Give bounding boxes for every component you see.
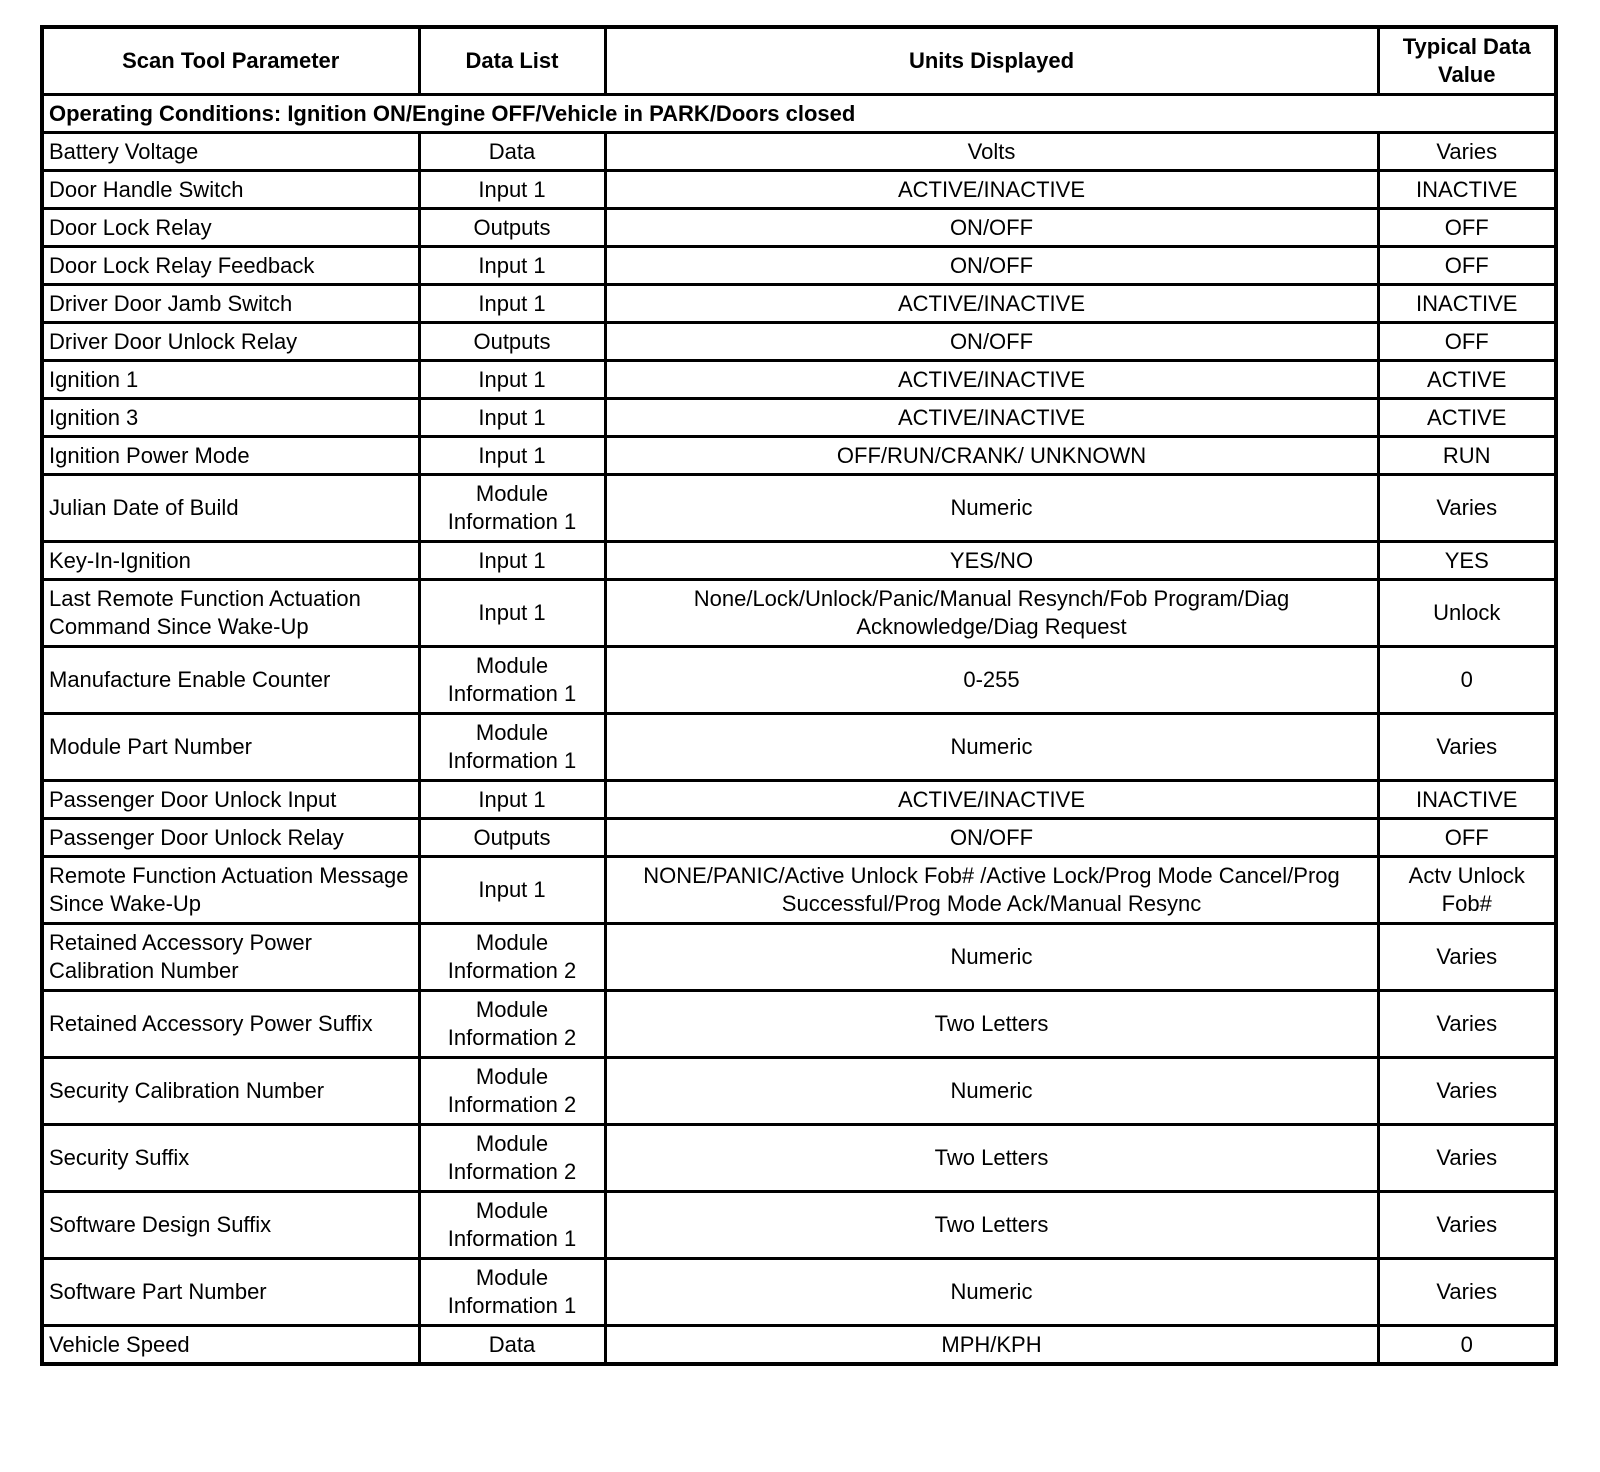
operating-conditions: Operating Conditions: Ignition ON/Engine OFF/Vehicle in PARK/Doors closed [42,95,1556,133]
data-list-cell: Module Information 2 [419,991,605,1058]
typical-value-cell: Varies [1378,924,1556,991]
units-cell: 0-255 [605,647,1378,714]
table-row [42,924,1556,991]
parameter-cell: Key-In-Ignition [42,542,419,580]
data-list-cell: Outputs [419,323,605,361]
table-row [42,399,1556,437]
data-list-cell: Input 1 [419,580,605,647]
units-cell: Two Letters [605,1125,1378,1192]
data-list-cell: Input 1 [419,399,605,437]
typical-value-cell: OFF [1378,819,1556,857]
data-list-cell: Module Information 2 [419,1125,605,1192]
units-cell: ACTIVE/INACTIVE [605,361,1378,399]
typical-value-cell: INACTIVE [1378,285,1556,323]
table-row [42,647,1556,714]
header-row [42,27,1556,95]
data-list-cell: Module Information 1 [419,1259,605,1326]
parameter-cell: Battery Voltage [42,133,419,171]
parameter-cell: Software Part Number [42,1259,419,1326]
data-list-cell: Module Information 1 [419,475,605,542]
table-row [42,714,1556,781]
typical-value-cell: OFF [1378,247,1556,285]
table-row [42,209,1556,247]
data-list-cell: Module Information 1 [419,714,605,781]
parameter-cell: Last Remote Function Actuation Command Since Wake-Up [42,580,419,647]
parameter-cell: Julian Date of Build [42,475,419,542]
data-list-cell: Input 1 [419,361,605,399]
parameter-cell: Driver Door Jamb Switch [42,285,419,323]
parameter-cell: Door Handle Switch [42,171,419,209]
parameter-cell: Software Design Suffix [42,1192,419,1259]
units-cell: ACTIVE/INACTIVE [605,285,1378,323]
data-list-cell: Input 1 [419,857,605,924]
typical-value-cell: Varies [1378,1192,1556,1259]
table-row [42,1058,1556,1125]
table-row [42,437,1556,475]
parameter-cell: Door Lock Relay Feedback [42,247,419,285]
units-cell: Numeric [605,1259,1378,1326]
scan-tool-data-table [40,25,1558,1366]
table-row [42,285,1556,323]
table-row [42,819,1556,857]
typical-value-cell: YES [1378,542,1556,580]
units-cell: Volts [605,133,1378,171]
data-list-cell: Input 1 [419,437,605,475]
typical-value-cell: Varies [1378,1058,1556,1125]
typical-value-cell: ACTIVE [1378,361,1556,399]
typical-value-cell: RUN [1378,437,1556,475]
units-cell: YES/NO [605,542,1378,580]
header-units: Units Displayed [605,27,1378,95]
header-data-list: Data List [419,27,605,95]
typical-value-cell: Varies [1378,991,1556,1058]
units-cell: ACTIVE/INACTIVE [605,781,1378,819]
table-row [42,133,1556,171]
parameter-cell: Manufacture Enable Counter [42,647,419,714]
typical-value-cell: Varies [1378,475,1556,542]
typical-value-cell: OFF [1378,209,1556,247]
units-cell: None/Lock/Unlock/Panic/Manual Resynch/Fob Program/Diag Acknowledge/Diag Request [605,580,1378,647]
typical-value-cell: 0 [1378,1326,1556,1365]
units-cell: ON/OFF [605,209,1378,247]
parameter-cell: Ignition Power Mode [42,437,419,475]
data-list-cell: Module Information 1 [419,647,605,714]
table-row [42,475,1556,542]
table-row [42,580,1556,647]
data-list-cell: Input 1 [419,542,605,580]
data-list-cell: Data [419,1326,605,1365]
typical-value-cell: Actv Unlock Fob# [1378,857,1556,924]
table-row [42,857,1556,924]
data-list-cell: Input 1 [419,781,605,819]
typical-value-cell: Varies [1378,1125,1556,1192]
table-row [42,361,1556,399]
table-row [42,1326,1556,1365]
table-row [42,1192,1556,1259]
units-cell: MPH/KPH [605,1326,1378,1365]
data-list-cell: Input 1 [419,247,605,285]
typical-value-cell: OFF [1378,323,1556,361]
units-cell: Two Letters [605,1192,1378,1259]
header-parameter: Scan Tool Parameter [42,27,419,95]
units-cell: OFF/RUN/CRANK/ UNKNOWN [605,437,1378,475]
data-list-cell: Module Information 1 [419,1192,605,1259]
table-row [42,323,1556,361]
header-typical-value: Typical Data Value [1378,27,1556,95]
units-cell: Two Letters [605,991,1378,1058]
table-row [42,171,1556,209]
table-row [42,991,1556,1058]
parameter-cell: Retained Accessory Power Calibration Number [42,924,419,991]
table-row [42,1259,1556,1326]
units-cell: Numeric [605,1058,1378,1125]
data-list-cell: Outputs [419,209,605,247]
parameter-cell: Door Lock Relay [42,209,419,247]
data-list-cell: Input 1 [419,285,605,323]
units-cell: Numeric [605,924,1378,991]
parameter-cell: Security Suffix [42,1125,419,1192]
typical-value-cell: Unlock [1378,580,1556,647]
typical-value-cell: Varies [1378,133,1556,171]
parameter-cell: Driver Door Unlock Relay [42,323,419,361]
parameter-cell: Ignition 1 [42,361,419,399]
table-row [42,542,1556,580]
typical-value-cell: INACTIVE [1378,171,1556,209]
units-cell: ACTIVE/INACTIVE [605,399,1378,437]
units-cell: ON/OFF [605,323,1378,361]
typical-value-cell: Varies [1378,714,1556,781]
data-list-cell: Module Information 2 [419,1058,605,1125]
data-list-cell: Module Information 2 [419,924,605,991]
parameter-cell: Passenger Door Unlock Relay [42,819,419,857]
parameter-cell: Ignition 3 [42,399,419,437]
units-cell: Numeric [605,714,1378,781]
typical-value-cell: INACTIVE [1378,781,1556,819]
typical-value-cell: 0 [1378,647,1556,714]
operating-conditions-row [42,95,1556,133]
parameter-cell: Remote Function Actuation Message Since Wake-Up [42,857,419,924]
units-cell: NONE/PANIC/Active Unlock Fob# /Active Lock/Prog Mode Cancel/Prog Successful/Prog Mode Ack/Manual Resync [605,857,1378,924]
typical-value-cell: ACTIVE [1378,399,1556,437]
typical-value-cell: Varies [1378,1259,1556,1326]
parameter-cell: Module Part Number [42,714,419,781]
parameter-cell: Retained Accessory Power Suffix [42,991,419,1058]
parameter-cell: Vehicle Speed [42,1326,419,1365]
units-cell: ACTIVE/INACTIVE [605,171,1378,209]
units-cell: ON/OFF [605,247,1378,285]
data-list-cell: Outputs [419,819,605,857]
parameter-cell: Passenger Door Unlock Input [42,781,419,819]
units-cell: Numeric [605,475,1378,542]
table-row [42,1125,1556,1192]
parameter-cell: Security Calibration Number [42,1058,419,1125]
table-row [42,781,1556,819]
data-list-cell: Data [419,133,605,171]
units-cell: ON/OFF [605,819,1378,857]
table-row [42,247,1556,285]
data-list-cell: Input 1 [419,171,605,209]
